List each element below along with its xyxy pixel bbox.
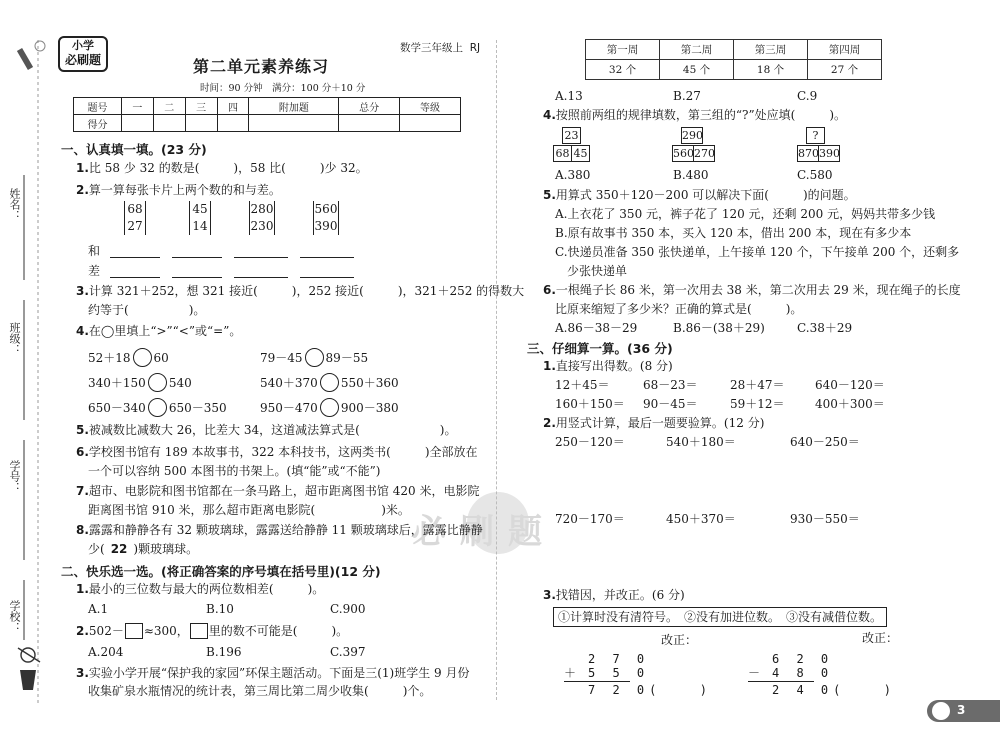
edition-text: RJ (469, 42, 481, 54)
compare-item (88, 348, 169, 367)
compare-item (88, 398, 227, 417)
subject-label (400, 40, 480, 55)
option-c[interactable]: C.38＋29 (797, 321, 853, 335)
question-number: 2. (543, 416, 556, 430)
compare-circle[interactable] (320, 398, 339, 417)
s3-question-3 (543, 586, 685, 604)
q-text: 距离图书馆 910 米，那么超市距离电影院( (88, 503, 316, 517)
question-number: 8. (76, 523, 89, 537)
q-text: )的问题。 (802, 188, 856, 202)
q-text: )。 (785, 302, 803, 316)
error-reasons-box: ①计算时没有清符号。 ②没有加进位数。 ③没有减借位数。 (553, 607, 887, 627)
school-label: 学校： (8, 600, 21, 633)
pencil-icon (17, 41, 45, 70)
option-b[interactable]: B.480 (673, 168, 709, 182)
digit-box (190, 623, 208, 639)
compare-right: 60 (153, 351, 169, 365)
fix-label: 改正： (661, 633, 698, 647)
calc-result-line (748, 683, 891, 697)
q-text: 用竖式计算，最后一题要验算。(12 分) (555, 416, 765, 430)
wrong-calc-1 (564, 652, 707, 697)
series-logo (58, 36, 108, 72)
calc-result: 2 4 0 (772, 683, 834, 697)
option-a[interactable]: A.1 (88, 602, 109, 616)
q-text: )全部放在 (424, 445, 478, 459)
sum-answer-line[interactable] (234, 257, 288, 258)
s1-question-3-line2 (88, 301, 205, 319)
card-number: 390 (314, 219, 338, 233)
option-a[interactable]: A.86－38－29 (555, 321, 638, 335)
q-text: )颗玻璃球。 (133, 542, 199, 556)
number-card (124, 201, 146, 235)
compare-right: 650－350 (168, 401, 227, 415)
option-b[interactable]: B.27 (673, 89, 701, 103)
student-doodle-icon (18, 648, 40, 690)
compare-left: 52＋18 (88, 351, 131, 365)
q-text: )个。 (402, 684, 432, 698)
q-text: 被减数比减数大 26，比差大 34，这道减法算式是( (88, 423, 360, 437)
option-c-continued: 少张快递单 (567, 264, 628, 278)
q-text: 学校图书馆有 189 本故事书，322 本科技书，这两类书( (88, 445, 391, 459)
mental-calc-item[interactable]: 400＋300＝ (815, 397, 885, 411)
number-card (249, 201, 275, 235)
compare-item (260, 373, 399, 392)
question-number: 2. (76, 183, 89, 197)
q-text: )少 32。 (319, 161, 368, 175)
mental-calc-item[interactable]: 68－23＝ (643, 378, 698, 392)
compare-right: 550＋360 (340, 376, 399, 390)
card-number: 14 (192, 219, 208, 233)
mental-calc-item[interactable]: 59＋12＝ (730, 397, 785, 411)
compare-circle[interactable] (320, 373, 339, 392)
s1-question-6 (76, 443, 478, 461)
binding-margin (0, 0, 60, 747)
score-cell[interactable] (185, 115, 217, 132)
score-table (73, 97, 461, 132)
stats-value-row (586, 60, 882, 80)
score-table-score-row (74, 115, 461, 132)
option-c[interactable]: C.397 (330, 645, 366, 659)
question-number: 6. (543, 283, 556, 297)
reason-blank[interactable]: ( ) (649, 683, 707, 697)
compare-left: 950－470 (260, 401, 318, 415)
mental-calc-item[interactable]: 640－120＝ (815, 378, 885, 392)
diff-answer-line[interactable] (110, 277, 160, 278)
card-number: 45 (192, 202, 208, 216)
score-cell[interactable] (122, 115, 154, 132)
section-1-title: 一、认真填一填。(23 分) (61, 142, 207, 157)
option-c[interactable]: C.580 (797, 168, 833, 182)
compare-circle[interactable] (133, 348, 152, 367)
option-a[interactable]: A.380 (555, 168, 591, 182)
watermark-text: 必刷题 (412, 512, 556, 552)
compare-circle[interactable] (148, 373, 167, 392)
score-header-cell: 附加题 (249, 98, 339, 115)
q-text: 收集矿泉水瓶情况的统计表，第三周比第二周少收集( (88, 684, 369, 698)
question-number: 5. (543, 188, 556, 202)
compare-left: 79－45 (260, 351, 303, 365)
vertical-calc-item[interactable]: 250－120＝ (555, 435, 625, 449)
s1-question-4 (76, 322, 241, 340)
s2-question-5 (543, 186, 856, 204)
q-text: 算一算每张卡片上两个数的和与差。 (88, 183, 281, 197)
week-header: 第三周 (734, 40, 808, 60)
s1-question-5 (76, 421, 456, 439)
question-number: 3. (543, 588, 556, 602)
q-text: 直接写出得数。(8 分) (555, 359, 673, 373)
option-c[interactable]: C.900 (330, 602, 366, 616)
name-label: 姓名： (8, 188, 21, 221)
s1-question-3 (76, 282, 524, 300)
week-count: 32 个 (586, 60, 660, 80)
diff-label: 差 (88, 264, 101, 278)
diff-answer-line[interactable] (172, 277, 222, 278)
s2-question-6 (543, 281, 961, 299)
diff-answer-line[interactable] (300, 277, 354, 278)
compare-circle[interactable] (305, 348, 324, 367)
score-cell[interactable] (339, 115, 400, 132)
vertical-calc-item[interactable]: 640－250＝ (790, 435, 860, 449)
pattern-bottom-left: 870 (798, 147, 819, 160)
option-b[interactable]: B.10 (206, 602, 234, 616)
score-header-cell: 总分 (339, 98, 400, 115)
q-text: )。 (188, 303, 206, 317)
sum-label: 和 (88, 244, 101, 258)
pattern-bottom-right: 45 (571, 145, 590, 162)
s1-question-2 (76, 181, 281, 199)
week-count: 27 个 (808, 60, 882, 80)
calc-bottom: 4 8 0 (772, 666, 834, 680)
logo-line-1: 小学 (72, 39, 94, 52)
q-text: 实验小学开展“保护我的家园”环保主题活动。下面是三(1)班学生 9 月份 (88, 666, 470, 680)
question-number: 4. (76, 324, 89, 338)
s1-question-1 (76, 159, 368, 177)
s1-question-8-line2 (88, 540, 198, 558)
card-number: 280 (250, 202, 274, 216)
option-c[interactable]: C.快递员准备 350 张快递单，上午接单 120 个，下午接单 200 个，还剩多 (555, 245, 960, 259)
q-text: )。 (439, 423, 457, 437)
q-text: 计算 321＋252，想 321 接近( (88, 284, 258, 298)
q-text: 超市、电影院和图书馆都在一条马路上，超市距离图书馆 420 米，电影院 (88, 484, 480, 498)
score-header-cell: 二 (153, 98, 185, 115)
question-number: 3. (76, 666, 89, 680)
q-text: )，321＋252 的得数大 (397, 284, 525, 298)
reason-blank[interactable]: ( ) (833, 683, 891, 697)
score-table-header-row (74, 98, 461, 115)
compare-item (260, 398, 399, 417)
option-a[interactable]: A.204 (88, 645, 124, 659)
week-count: 45 个 (660, 60, 734, 80)
q-text: 用算式 350＋120－200 可以解决下面( (555, 188, 769, 202)
q-text: 一根绳子长 86 米，第一次用去 38 米，第二次用去 29 米，现在绳子的长度 (555, 283, 961, 297)
pattern-top: 23 (562, 127, 581, 144)
question-number: 1. (543, 359, 556, 373)
s1-question-8 (76, 521, 483, 539)
number-card (189, 201, 211, 235)
mental-calc-item[interactable]: 90－45＝ (643, 397, 698, 411)
stats-header-row (586, 40, 882, 60)
calc-op-line (748, 666, 891, 680)
mental-calc-item[interactable]: 12＋45＝ (555, 378, 610, 392)
score-cell[interactable] (217, 115, 249, 132)
s2-question-3-line2 (88, 682, 431, 700)
question-number: 5. (76, 423, 89, 437)
sum-answer-line[interactable] (300, 257, 354, 258)
vertical-calc-item[interactable]: 540＋180＝ (666, 435, 736, 449)
option-b[interactable]: B.196 (206, 645, 242, 659)
plus-sign: ＋ (564, 666, 577, 680)
week-header: 第二周 (660, 40, 734, 60)
q-text: 比原来缩短了多少米？正确的算式是( (555, 302, 752, 316)
s1-question-7 (76, 482, 479, 500)
compare-left: 540＋370 (260, 376, 318, 390)
mental-calc-item[interactable]: 28＋47＝ (730, 378, 785, 392)
pattern-bottom-right: 390 (819, 147, 840, 160)
q-text: 里的数不可能是( (208, 624, 298, 638)
week-header: 第四周 (808, 40, 882, 60)
q-text: 在◯里填上“>”“<”或“=”。 (88, 324, 242, 338)
compare-right: 89－55 (325, 351, 369, 365)
page-number-tab (927, 700, 1000, 722)
compare-right: 540 (168, 376, 192, 390)
compare-left: 650－340 (88, 401, 146, 415)
score-cell[interactable] (153, 115, 185, 132)
calc-rule (748, 681, 814, 682)
calc-top: 6 2 0 (772, 652, 834, 666)
option-a[interactable]: A.上衣花了 350 元，裤子花了 120 元，还剩 200 元，妈妈共带多少钱 (555, 207, 936, 221)
score-header-cell: 四 (217, 98, 249, 115)
q-text: )，252 接近( (291, 284, 364, 298)
calc-rule (564, 681, 630, 682)
calc-op-line (564, 666, 707, 680)
q-text: )，58 比( (233, 161, 286, 175)
section-2-title: 二、快乐选一选。(将正确答案的序号填在括号里)(12 分) (61, 564, 381, 579)
q-text: 约等于( (88, 303, 129, 317)
card-number: 560 (314, 202, 338, 216)
card-number: 68 (127, 202, 143, 216)
fix-label: 改正： (862, 631, 899, 645)
sum-answer-line[interactable] (172, 257, 222, 258)
question-number: 1. (76, 161, 89, 175)
q-text: )米。 (381, 503, 410, 517)
compare-right: 900－380 (340, 401, 399, 415)
calc-result: 7 2 0 (588, 683, 650, 697)
vertical-calc-item[interactable]: 720－170＝ (555, 512, 625, 526)
s1-question-7-line2 (88, 501, 410, 519)
magnifier-icon (932, 702, 950, 720)
question-number: 2. (76, 624, 89, 638)
q-text: )。 (331, 624, 349, 638)
option-c[interactable]: C.9 (797, 89, 818, 103)
q-text: 少( (88, 542, 105, 556)
vertical-calc-item[interactable]: 450＋370＝ (666, 512, 736, 526)
score-header-cell: 一 (122, 98, 154, 115)
q-text: )。 (829, 108, 846, 122)
q-text: 比 58 少 32 的数是( (88, 161, 200, 175)
column-divider (496, 40, 497, 700)
question-number: 1. (76, 582, 89, 596)
s3-question-1 (543, 357, 673, 375)
s2-question-1 (76, 580, 324, 598)
q-text: 按照前两组的规律填数，第三组的“?”处应填( (555, 108, 796, 122)
score-header-cell: 三 (185, 98, 217, 115)
q-text: 502－ (88, 624, 124, 638)
pattern-bottom-left: 560 (673, 147, 694, 160)
option-b[interactable]: B.86－(38＋29) (673, 321, 765, 335)
compare-left: 340＋150 (88, 376, 146, 390)
wrong-calc-2 (748, 652, 891, 697)
compare-item (260, 348, 368, 367)
digit-box[interactable] (125, 623, 143, 639)
pattern-top: 290 (682, 129, 703, 142)
score-row-label: 得分 (74, 115, 122, 132)
diff-answer-line[interactable] (234, 277, 288, 278)
score-cell[interactable] (400, 115, 461, 132)
calc-top: 2 7 0 (588, 652, 650, 666)
section-3-title: 三、仔细算一算。(36 分) (527, 341, 673, 356)
filled-answer[interactable]: 22 (110, 542, 128, 556)
vertical-calc-item[interactable]: 930－550＝ (790, 512, 860, 526)
pattern-bottom-right: 270 (694, 147, 715, 160)
option-b[interactable]: B.原有故事书 350 本，买入 120 本，借出 200 本，现在有多少本 (555, 226, 912, 240)
q-text: 最小的三位数与最大的两位数相差( (88, 582, 274, 596)
class-label: 班级： (8, 322, 21, 355)
s2-question-2 (76, 622, 348, 640)
q-text: 找错因，并改正。(6 分) (555, 588, 685, 602)
compare-circle[interactable] (148, 398, 167, 417)
page-number: 3 (957, 703, 966, 717)
logo-line-2: 必刷题 (64, 53, 101, 67)
sum-answer-line[interactable] (110, 257, 160, 258)
question-number: 4. (543, 108, 556, 122)
calc-bottom: 5 5 0 (588, 666, 650, 680)
student-id-label: 学号： (8, 460, 21, 493)
q-text: ≈300， (143, 624, 189, 638)
compare-item (88, 373, 192, 392)
pattern-top-unknown: ? (806, 127, 825, 144)
week-header: 第一周 (586, 40, 660, 60)
week-count: 18 个 (734, 60, 808, 80)
s3-question-2 (543, 414, 764, 432)
card-number: 230 (250, 219, 274, 233)
question-number: 6. (76, 445, 89, 459)
minus-sign: － (748, 666, 761, 680)
card-number: 27 (127, 219, 143, 233)
s2-question-6-line2 (555, 300, 802, 318)
page-title: 第二单元素养练习 (193, 57, 330, 76)
s2-question-3 (76, 664, 469, 682)
mental-calc-item[interactable]: 160＋150＝ (555, 397, 625, 411)
q-text: )。 (307, 582, 325, 596)
s2-question-4 (543, 106, 846, 124)
option-a[interactable]: A.13 (555, 89, 583, 103)
question-number: 7. (76, 484, 89, 498)
calc-result-line (564, 683, 707, 697)
pattern-bottom-left: 68 (553, 145, 572, 162)
score-header-cell: 等级 (400, 98, 461, 115)
exam-meta: 时间：90 分钟 满分：100 分＋10 分 (200, 83, 366, 94)
subject-text: 数学三年级上 (400, 42, 463, 54)
collection-stats-table (585, 39, 882, 80)
score-header-cell: 题号 (74, 98, 122, 115)
number-card (313, 201, 339, 235)
score-cell[interactable] (249, 115, 339, 132)
s1-question-6-line2: 一个可以容纳 500 本图书的书架上。(填“能”或“不能”) (88, 464, 381, 478)
question-number: 3. (76, 284, 89, 298)
q-text: 露露和静静各有 32 颗玻璃球，露露送给静静 11 颗玻璃球后，露露比静静 (88, 523, 483, 537)
